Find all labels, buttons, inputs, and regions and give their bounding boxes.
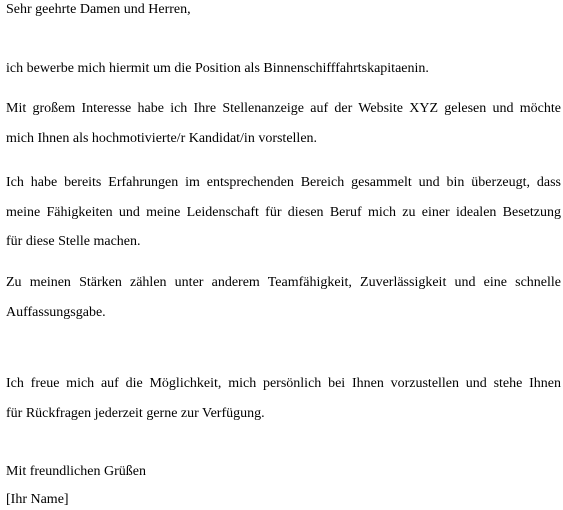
paragraph-4-line-2: Auffassungsgabe. — [6, 305, 106, 320]
paragraph-2-line-1: Mit großem Interesse habe ich Ihre Stellenanzeige auf der Website XYZ gelesen und möchte — [6, 101, 561, 116]
paragraph-2-line-2: mich Ihnen als hochmotivierte/r Kandidat/in vorstellen. — [6, 131, 318, 146]
paragraph-3-line-2: meine Fähigkeiten und meine Leidenschaft für diesen Beruf mich zu einer idealen Besetzung — [6, 205, 561, 220]
paragraph-3-line-1: Ich habe bereits Erfahrungen im entsprechenden Bereich gesammelt und bin überzeugt, dass — [6, 175, 561, 190]
paragraph-4-line-1: Zu meinen Stärken zählen unter anderem Teamfähigkeit, Zuverlässigkeit und eine schnelle — [6, 275, 561, 290]
closing: Mit freundlichen Grüßen — [6, 464, 146, 479]
paragraph-1-line-1: ich bewerbe mich hiermit um die Position als Binnenschifffahrtskapitaenin. — [6, 61, 429, 76]
signature: [Ihr Name] — [6, 492, 69, 507]
paragraph-3-line-3: für diese Stelle machen. — [6, 234, 141, 249]
paragraph-5-line-2: für Rückfragen jederzeit gerne zur Verfügung. — [6, 406, 265, 421]
salutation: Sehr geehrte Damen und Herren, — [6, 2, 191, 17]
paragraph-5-line-1: Ich freue mich auf die Möglichkeit, mich persönlich bei Ihnen vorzustellen und stehe Ihnen — [6, 376, 561, 391]
